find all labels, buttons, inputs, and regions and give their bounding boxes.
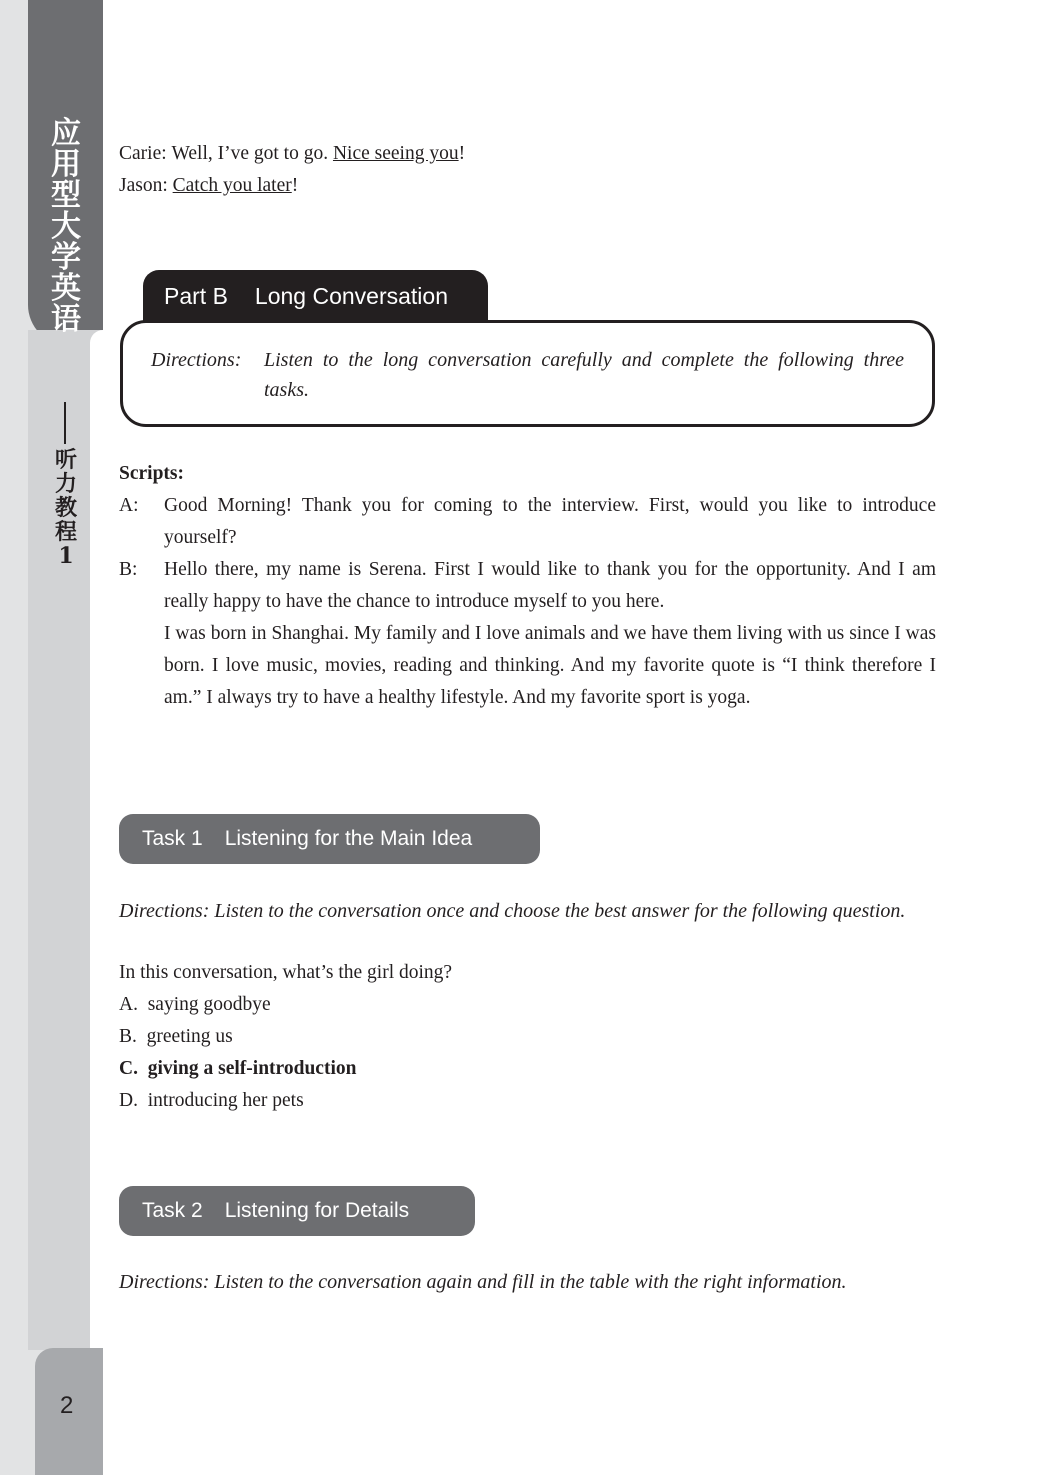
dialog-speaker: Carie: bbox=[119, 143, 167, 164]
task-2-number: Task 2 bbox=[142, 1199, 203, 1222]
part-b-title: Long Conversation bbox=[254, 283, 448, 309]
script-speaker: B: bbox=[119, 559, 138, 580]
task-1-question: In this conversation, what’s the girl doing? bbox=[119, 962, 453, 983]
series-dash bbox=[64, 402, 66, 444]
sidebar-edge bbox=[90, 330, 103, 1350]
dialog-phrase: Nice seeing you bbox=[332, 143, 459, 164]
task-2-heading bbox=[119, 1186, 475, 1236]
option-a: A. saying goodbye bbox=[119, 994, 271, 1015]
option-d: D. introducing her pets bbox=[119, 1090, 304, 1111]
script-text: I was born in Shanghai. My family and I love animals and we have them living with us since I was born. I love music, movies, reading and thinking. And my favorite quote is “I think therefore I am.” I always try to have a healthy lifestyle. And my favorite sport is yoga. bbox=[164, 623, 936, 708]
dialog-speaker: Jason: bbox=[119, 175, 168, 196]
dialog-text: Well, I’ve got to go. bbox=[171, 143, 333, 164]
dialog-phrase: Catch you later bbox=[172, 175, 292, 196]
series-title: 应用型大学英语 bbox=[51, 116, 81, 337]
dialog-line bbox=[119, 170, 298, 202]
task-2-directions: Directions: Listen to the conversation again and fill in the table with the right information. bbox=[119, 1271, 847, 1293]
scripts-label: Scripts: bbox=[119, 463, 184, 484]
option-c-answer: C. giving a self-introduction bbox=[119, 1058, 357, 1079]
script-text: Hello there, my name is Serena. First I would like to thank you for the opportunity. And I am really happy to have the chance to introduce myself to you here. bbox=[164, 559, 936, 612]
dialog-punct: ! bbox=[458, 143, 466, 164]
task-2-title: Listening for Details bbox=[224, 1199, 410, 1222]
page-number: 2 bbox=[60, 1392, 74, 1419]
script-text: Good Morning! Thank you for coming to the interview. First, would you like to introduce yourself? bbox=[164, 495, 936, 548]
dialog-punct: ! bbox=[291, 175, 299, 196]
directions-text: Listen to the long conversation carefully and complete the following three tasks. bbox=[264, 349, 904, 401]
part-b-label: Part B bbox=[164, 283, 228, 309]
task-1-heading bbox=[119, 814, 540, 864]
task-1-title: Listening for the Main Idea bbox=[224, 827, 473, 850]
option-b: B. greeting us bbox=[119, 1026, 233, 1047]
series-subtitle: 听力教程1 bbox=[54, 447, 77, 569]
directions-label: Directions: bbox=[151, 349, 242, 371]
script-speaker: A: bbox=[119, 495, 139, 516]
task-1-number: Task 1 bbox=[142, 827, 203, 850]
task-1-directions: Directions: Listen to the conversation once and choose the best answer for the following question. bbox=[119, 900, 906, 922]
part-b-heading bbox=[143, 270, 488, 323]
dialog-line bbox=[119, 138, 465, 170]
